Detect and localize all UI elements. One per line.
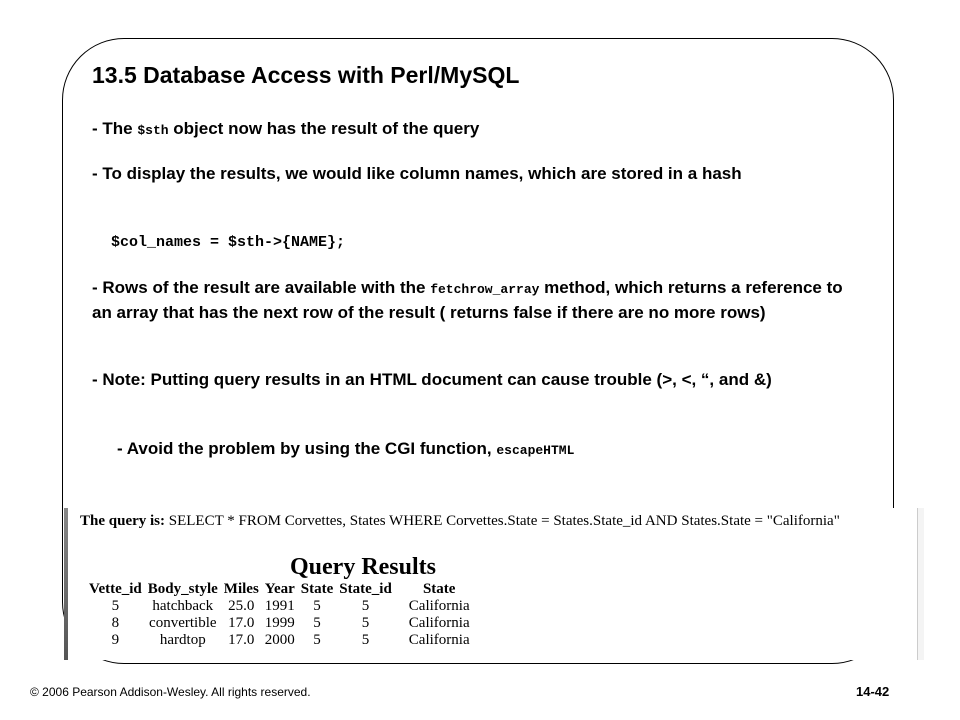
cell: California <box>408 615 470 631</box>
cell: 5 <box>361 615 370 631</box>
code-fetchrow-array: fetchrow_array <box>430 282 540 297</box>
page-number: 14-42 <box>856 684 890 699</box>
cell: 9 <box>111 632 120 648</box>
slide-title: 13.5 Database Access with Perl/MySQL <box>92 62 520 88</box>
cell: 5 <box>111 598 120 614</box>
bullet-text: - Avoid the problem by using the CGI function, <box>117 439 497 458</box>
code-escape-html: escapeHTML <box>496 443 575 458</box>
bullet-text: - Rows of the result are available with the <box>92 278 431 297</box>
cell: 5 <box>313 632 321 648</box>
bullet-html-trouble: - Note: Putting query results in an HTML document can cause trouble (>, <, “, and &) <box>92 370 772 389</box>
cell: 5 <box>313 598 321 614</box>
cell: 1999 <box>264 615 295 631</box>
bullet-sth-result <box>92 117 867 142</box>
results-table <box>86 581 473 649</box>
cell: 1991 <box>264 598 295 614</box>
bullet-escape-html <box>117 437 817 462</box>
bullet-text: method, which returns a reference to an array that has the next row of the result ( returns false if there are no more rows) <box>92 278 843 322</box>
column-header: State <box>300 581 334 597</box>
bullet-text: object now has the result of the query <box>168 119 480 138</box>
column-header: Body_style <box>147 581 218 597</box>
cell: 5 <box>313 615 321 631</box>
cell: hatchback <box>152 598 214 614</box>
cell: 25.0 <box>228 598 255 614</box>
cell: 5 <box>361 598 370 614</box>
cell: 8 <box>111 615 120 631</box>
table-header-row <box>86 581 473 598</box>
table-row <box>86 598 473 615</box>
cell: California <box>408 632 470 648</box>
cell: 2000 <box>264 632 295 648</box>
copyright-notice: © 2006 Pearson Addison-Wesley. All rights reserved. <box>30 685 311 699</box>
cell: 5 <box>361 632 370 648</box>
bullet-fetchrow-array <box>92 276 867 324</box>
column-header: State_id <box>339 581 392 597</box>
query-label: The query is: <box>80 513 166 529</box>
code-col-names: $col_names = $sth->{NAME}; <box>111 234 346 251</box>
cell: hardtop <box>159 632 206 648</box>
code-sth: $sth <box>137 123 169 138</box>
bullet-column-names: - To display the results, we would like column names, which are stored in a hash <box>92 164 742 183</box>
column-header: Vette_id <box>89 581 142 597</box>
column-header: State <box>422 581 456 597</box>
cell: 17.0 <box>228 632 255 648</box>
column-header: Miles <box>223 581 259 597</box>
query-results-screenshot <box>64 508 928 660</box>
bullet-text: - The <box>92 119 138 138</box>
table-row <box>86 632 473 649</box>
column-header: Year <box>264 581 295 597</box>
query-statement <box>80 513 925 530</box>
query-results-heading: Query Results <box>290 554 436 580</box>
cell: 17.0 <box>228 615 255 631</box>
cell: California <box>408 598 470 614</box>
table-row <box>86 615 473 632</box>
vertical-scrollbar[interactable] <box>917 508 924 660</box>
query-text: SELECT * FROM Corvettes, States WHERE Corvettes.State = States.State_id AND States.State = "California" <box>165 513 840 529</box>
cell: convertible <box>149 615 217 631</box>
